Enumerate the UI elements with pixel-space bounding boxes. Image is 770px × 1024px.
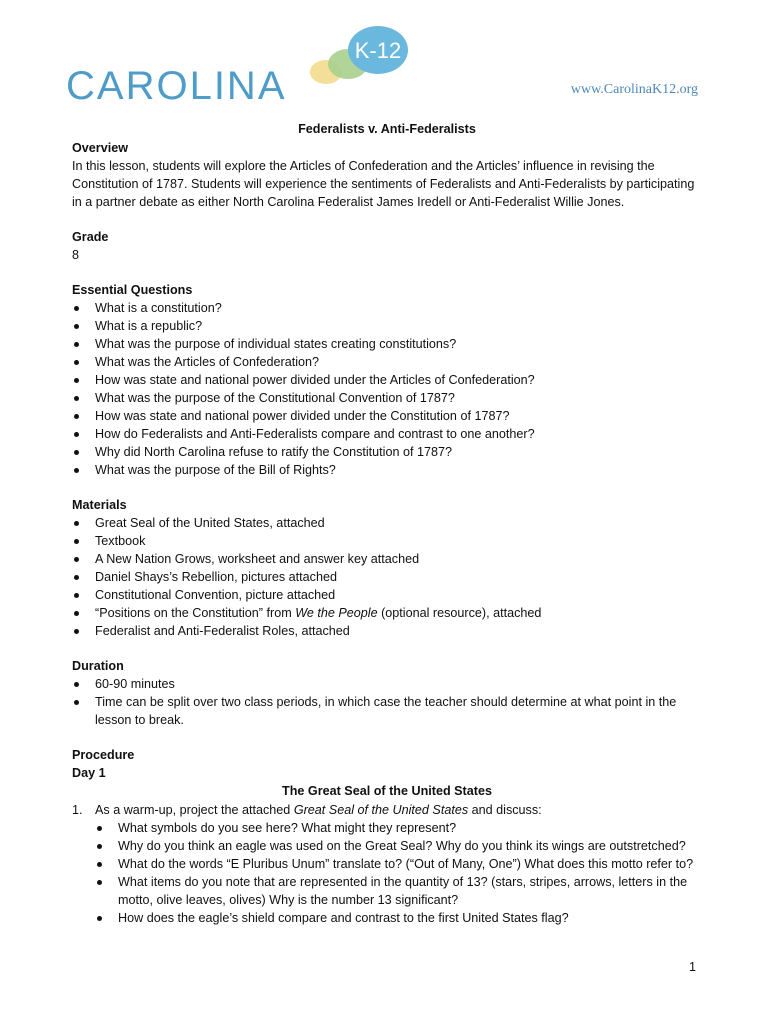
- seal-heading: The Great Seal of the United States: [282, 784, 492, 798]
- logo-wordmark: CAROLINA: [66, 64, 287, 108]
- list-item: Time can be split over two class periods, in which case the teacher should determine at what point in the lesson to break.: [72, 693, 702, 729]
- step-bullets: [95, 819, 702, 927]
- site-url[interactable]: www.CarolinaK12.org: [570, 82, 698, 97]
- essential-questions-list: [72, 299, 702, 479]
- list-item: Why did North Carolina refuse to ratify the Constitution of 1787?: [72, 443, 702, 461]
- list-item: What items do you note that are represented in the quantity of 13? (stars, stripes, arrows, letters in the motto, olive leaves, olives) Why is the number 13 significant?: [95, 873, 702, 909]
- lesson-content: [72, 120, 702, 927]
- procedure-heading: Procedure: [72, 748, 135, 762]
- list-item: “Positions on the Constitution” from We the People (optional resource), attached: [72, 604, 702, 622]
- overview-heading: Overview: [72, 141, 129, 155]
- duration-list: [72, 675, 702, 729]
- list-item: How was state and national power divided under the Articles of Confederation?: [72, 371, 702, 389]
- materials-heading: Materials: [72, 498, 127, 512]
- list-item: 60-90 minutes: [72, 675, 702, 693]
- list-item: Federalist and Anti-Federalist Roles, attached: [72, 622, 702, 640]
- list-item: What do the words “E Pluribus Unum” translate to? (“Out of Many, One”) What does this motto refer to?: [95, 855, 702, 873]
- logo-badge-text: K-12: [354, 38, 402, 63]
- overview-text: In this lesson, students will explore the Articles of Confederation and the Articles’ influence in revising the Constitution of 1787. Students will experience the sentiments of Federalists and Anti-Federalists by participating in a partner debate as either North Carolina Federalist James Iredell or Anti-Federalist Willie Jones.: [72, 159, 695, 209]
- list-item: Daniel Shays’s Rebellion, pictures attached: [72, 568, 702, 586]
- procedure-steps: [72, 801, 702, 927]
- list-item: What is a constitution?: [72, 299, 702, 317]
- page-number: 1: [688, 960, 696, 974]
- carolina-k12-logo: [66, 24, 402, 108]
- duration-heading: Duration: [72, 659, 124, 673]
- list-item: What was the purpose of the Constitutional Convention of 1787?: [72, 389, 702, 407]
- grade-value: 8: [72, 248, 80, 262]
- list-item: How was state and national power divided under the Constitution of 1787?: [72, 407, 702, 425]
- list-item: What symbols do you see here? What might they represent?: [95, 819, 702, 837]
- list-item: How does the eagle’s shield compare and contrast to the first United States flag?: [95, 909, 702, 927]
- list-item: Why do you think an eagle was used on the Great Seal? Why do you think its wings are outstretched?: [95, 837, 702, 855]
- list-item: What was the purpose of individual states creating constitutions?: [72, 335, 702, 353]
- essential-questions-heading: Essential Questions: [72, 283, 193, 297]
- list-item: A New Nation Grows, worksheet and answer key attached: [72, 550, 702, 568]
- day-heading: Day 1: [72, 766, 106, 780]
- list-item: Textbook: [72, 532, 702, 550]
- list-item: Great Seal of the United States, attached: [72, 514, 702, 532]
- list-item: What is a republic?: [72, 317, 702, 335]
- logo-bubbles-icon: [266, 24, 426, 104]
- materials-list: [72, 514, 702, 640]
- grade-heading: Grade: [72, 230, 109, 244]
- procedure-step: 1. As a warm-up, project the attached Great Seal of the United States and discuss: What symbols do you see here? What might they represent? Why do you think an eagle was used on the Great Seal? Why do you think its wings are outstretched? What do the words “E Pluribus Unum” translate to? (“Out of Many, One”) What does this motto refer to? What items do you note that are represented in the quantity of 13? (stars, stripes, arrows, letters in the motto, olive leaves, olives) Why is the number 13 significant? How does the eagle’s shield compare and contrast to the first United States flag?: [72, 801, 702, 927]
- step-number: 1.: [72, 803, 83, 817]
- list-item: What was the purpose of the Bill of Rights?: [72, 461, 702, 479]
- list-item: What was the Articles of Confederation?: [72, 353, 702, 371]
- document-title: Federalists v. Anti-Federalists: [298, 122, 476, 136]
- list-item: How do Federalists and Anti-Federalists compare and contrast to one another?: [72, 425, 702, 443]
- list-item: Constitutional Convention, picture attached: [72, 586, 702, 604]
